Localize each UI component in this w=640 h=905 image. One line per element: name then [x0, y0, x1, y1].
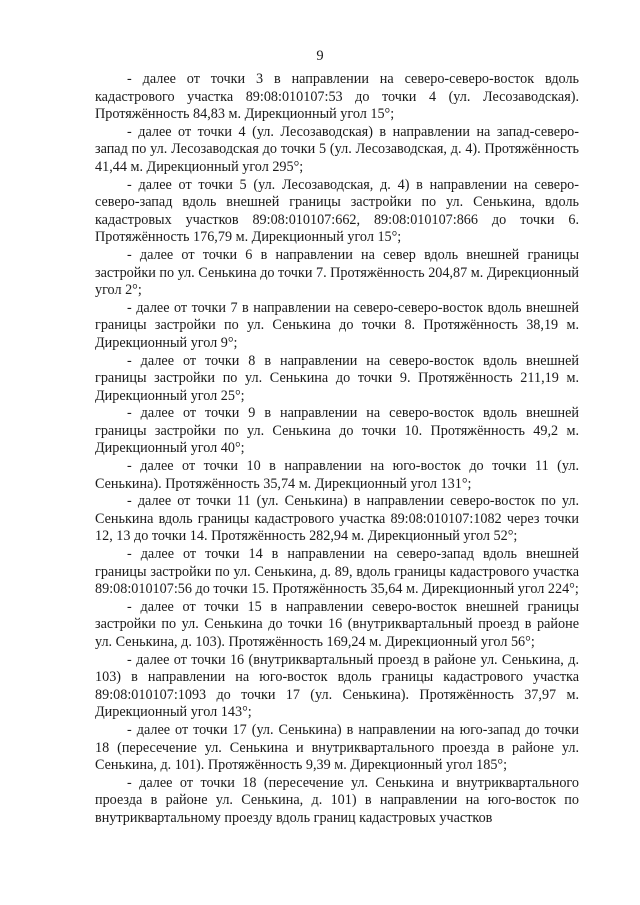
- paragraph-8: - далее от точки 10 в направлении на юго-восток до точки 11 (ул. Сенькина). Протяжённость 35,74 м. Дирекционный угол 131°;: [95, 458, 579, 492]
- paragraph-13: - далее от точки 17 (ул. Сенькина) в направлении на юго-запад до точки 18 (пересечение ул. Сенькина и внутриквартального проезда в районе ул. Сенькина, д. 101). Протяжённость 9,39 м. Дирекционный угол 185°;: [95, 721, 579, 774]
- paragraph-14: - далее от точки 18 (пересечение ул. Сенькина и внутриквартального проезда в районе ул. Сенькина, д. 101) в направлении на юго-восток по внутриквартальному проезду вдоль границ кадастровых участков: [95, 774, 579, 826]
- paragraph-12: - далее от точки 16 (внутриквартальный проезд в районе ул. Сенькина, д. 103) в направлении на юго-восток вдоль границы кадастрового участка 89:08:010107:1093 до точки 17 (ул. Сенькина). Протяжённость 37,97 м. Дирекционный угол 143°;: [95, 651, 579, 721]
- paragraph-4: - далее от точки 6 в направлении на север вдоль внешней границы застройки по ул. Сенькина до точки 7. Протяжённость 204,87 м. Дирекционный угол 2°;: [95, 246, 579, 299]
- page-number: 9: [316, 48, 324, 64]
- paragraph-10: - далее от точки 14 в направлении на северо-запад вдоль внешней границы застройки по ул. Сенькина, д. 89, вдоль границы кадастрового участка 89:08:010107:56 до точки 15. Протяжённость 35,64 м. Дирекционный угол 224°;: [95, 546, 579, 598]
- paragraph-5: - далее от точки 7 в направлении на северо-северо-восток вдоль внешней границы застройки по ул. Сенькина до точки 8. Протяжённость 38,19 м. Дирекционный угол 9°;: [95, 299, 579, 351]
- paragraph-3: - далее от точки 5 (ул. Лесозаводская, д. 4) в направлении на северо-северо-запад вдоль внешней границы застройки по ул. Сенькина, вдоль кадастровых участков 89:08:010107:662, 89:08:010107:866 до точки 6. Протяжённость 176,79 м. Дирекционный угол 15°;: [95, 176, 579, 246]
- paragraph-2: - далее от точки 4 (ул. Лесозаводская) в направлении на запад-северо-запад по ул. Лесозаводская до точки 5 (ул. Лесозаводская, д. 4). Протяжённость 41,44 м. Дирекционный угол 295°;: [95, 123, 579, 175]
- document-body: [95, 71, 579, 828]
- paragraph-6: - далее от точки 8 в направлении на северо-восток вдоль внешней границы застройки по ул. Сенькина до точки 9. Протяжённость 211,19 м. Дирекционный угол 25°;: [95, 352, 579, 404]
- paragraph-9: - далее от точки 11 (ул. Сенькина) в направлении северо-восток по ул. Сенькина вдоль границы кадастрового участка 89:08:010107:1082 через точки 12, 13 до точки 14. Протяжённость 282,94 м. Дирекционный угол 52°;: [95, 493, 579, 545]
- paragraph-11: - далее от точки 15 в направлении северо-восток внешней границы застройки по ул. Сенькина до точки 16 (внутриквартальный проезд в районе ул. Сенькина, д. 103). Протяжённость 169,24 м. Дирекционный угол 56°;: [95, 598, 579, 650]
- paragraph-1: - далее от точки 3 в направлении на северо-северо-восток вдоль кадастрового участка 89:08:010107:53 до точки 4 (ул. Лесозаводская). Протяжённость 84,83 м. Дирекционный угол 15°;: [95, 71, 579, 123]
- paragraph-7: - далее от точки 9 в направлении на северо-восток вдоль внешней границы застройки по ул. Сенькина до точки 10. Протяжённость 49,2 м. Дирекционный угол 40°;: [95, 405, 579, 457]
